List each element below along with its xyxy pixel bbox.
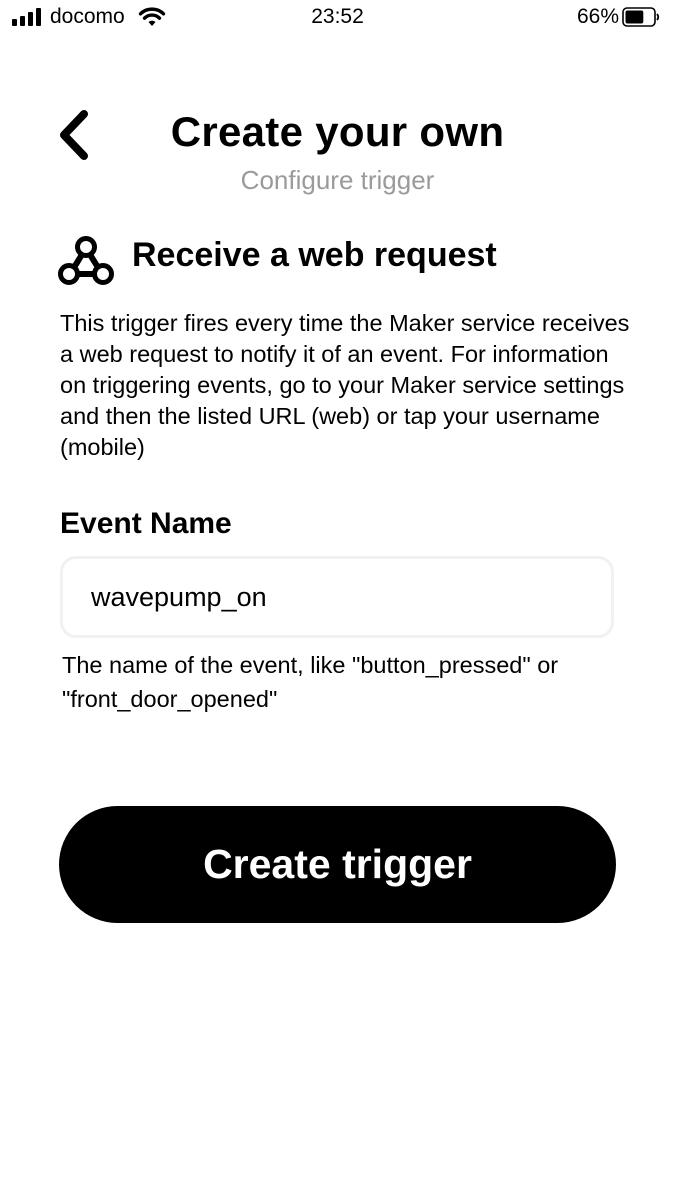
- page-title: Create your own: [170, 108, 505, 155]
- trigger-title: Receive a web request: [132, 236, 497, 274]
- event-name-input[interactable]: [60, 556, 614, 638]
- trigger-description: This trigger fires every time the Maker service receives a web request to notify it of an event. For information on triggering events, go to your Maker service settings and then the listed URL (web) or tap your username (mobile): [60, 310, 630, 460]
- create-trigger-button[interactable]: Create trigger: [59, 806, 616, 923]
- battery-icon: [622, 7, 660, 27]
- event-name-label: Event Name: [60, 507, 232, 540]
- webhooks-icon: [56, 234, 116, 288]
- status-time: 23:52: [311, 5, 364, 28]
- carrier-name: docomo: [50, 5, 125, 28]
- battery-percent: 66%: [576, 5, 619, 28]
- page-subtitle: Configure trigger: [240, 165, 435, 195]
- event-name-hint: The name of the event, like "button_pressed" or "front_door_opened": [62, 652, 559, 712]
- status-bar: [0, 0, 675, 38]
